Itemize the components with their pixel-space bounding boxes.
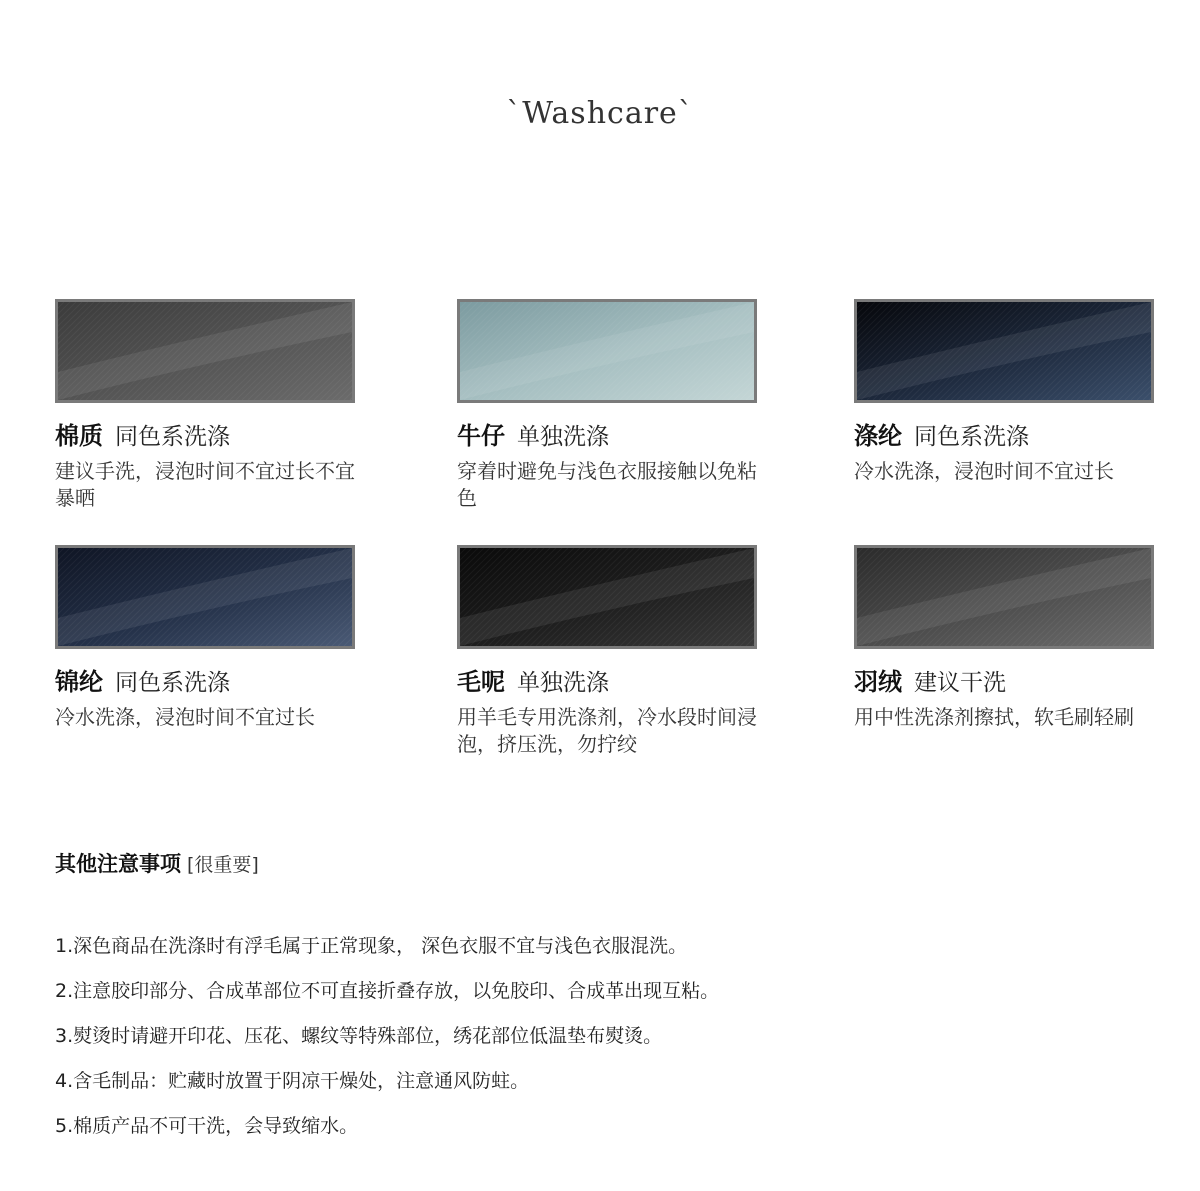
care-card-denim	[457, 299, 767, 512]
material-name: 毛呢	[457, 668, 505, 696]
care-description: 穿着时避免与浅色衣服接触以免粘色	[457, 459, 757, 510]
note-item: 3.熨烫时请避开印花、压花、螺纹等特殊部位，绣花部位低温垫布熨烫。	[55, 1025, 663, 1047]
note-item: 2.注意胶印部分、合成革部位不可直接折叠存放，以免胶印、合成革出现互粘。	[55, 980, 720, 1002]
notes-heading	[55, 848, 259, 878]
note-item: 4.含毛制品：贮藏时放置于阴凉干燥处，注意通风防蛀。	[55, 1070, 530, 1092]
wash-method: 同色系洗涤	[914, 424, 1029, 450]
black-wool-swatch	[457, 545, 757, 649]
card-heading	[854, 419, 1164, 454]
navy-polyester-swatch	[854, 299, 1154, 403]
care-card-down	[854, 545, 1164, 731]
care-description: 冷水洗涤，浸泡时间不宜过长	[55, 705, 315, 729]
card-heading	[854, 665, 1164, 700]
wash-method: 建议干洗	[914, 670, 1006, 696]
care-description: 建议手洗，浸泡时间不宜过长不宜暴晒	[55, 459, 355, 510]
gray-down-swatch	[854, 545, 1154, 649]
wash-method: 单独洗涤	[517, 424, 609, 450]
note-item: 5.棉质产品不可干洗，会导致缩水。	[55, 1115, 359, 1137]
care-card-cotton	[55, 299, 365, 512]
care-description: 用羊毛专用洗涤剂，冷水段时间浸泡，挤压洗，勿拧绞	[457, 705, 757, 756]
wash-method: 单独洗涤	[517, 670, 609, 696]
care-card-wool	[457, 545, 767, 758]
material-name: 牛仔	[457, 422, 505, 450]
dark-gray-cotton-swatch	[55, 299, 355, 403]
page-title: `Washcare`	[506, 96, 694, 131]
wash-method: 同色系洗涤	[115, 670, 230, 696]
card-heading	[457, 419, 767, 454]
card-heading	[55, 419, 365, 454]
material-name: 涤纶	[854, 422, 902, 450]
care-notes-list	[55, 924, 719, 1149]
material-name: 羽绒	[854, 668, 902, 696]
card-heading	[457, 665, 767, 700]
care-card-nylon	[55, 545, 365, 731]
card-heading	[55, 665, 365, 700]
notes-heading-title: 其他注意事项	[55, 852, 181, 876]
material-name: 棉质	[55, 422, 103, 450]
care-description: 用中性洗涤剂擦拭，软毛刷轻刷	[854, 705, 1134, 729]
notes-importance-tag: [很重要]	[187, 854, 259, 876]
note-item: 1.深色商品在洗涤时有浮毛属于正常现象， 深色衣服不宜与浅色衣服混洗。	[55, 935, 688, 957]
care-description: 冷水洗涤，浸泡时间不宜过长	[854, 459, 1114, 483]
navy-nylon-swatch	[55, 545, 355, 649]
material-name: 锦纶	[55, 668, 103, 696]
wash-method: 同色系洗涤	[115, 424, 230, 450]
light-blue-denim-swatch	[457, 299, 757, 403]
care-card-polyester	[854, 299, 1164, 485]
